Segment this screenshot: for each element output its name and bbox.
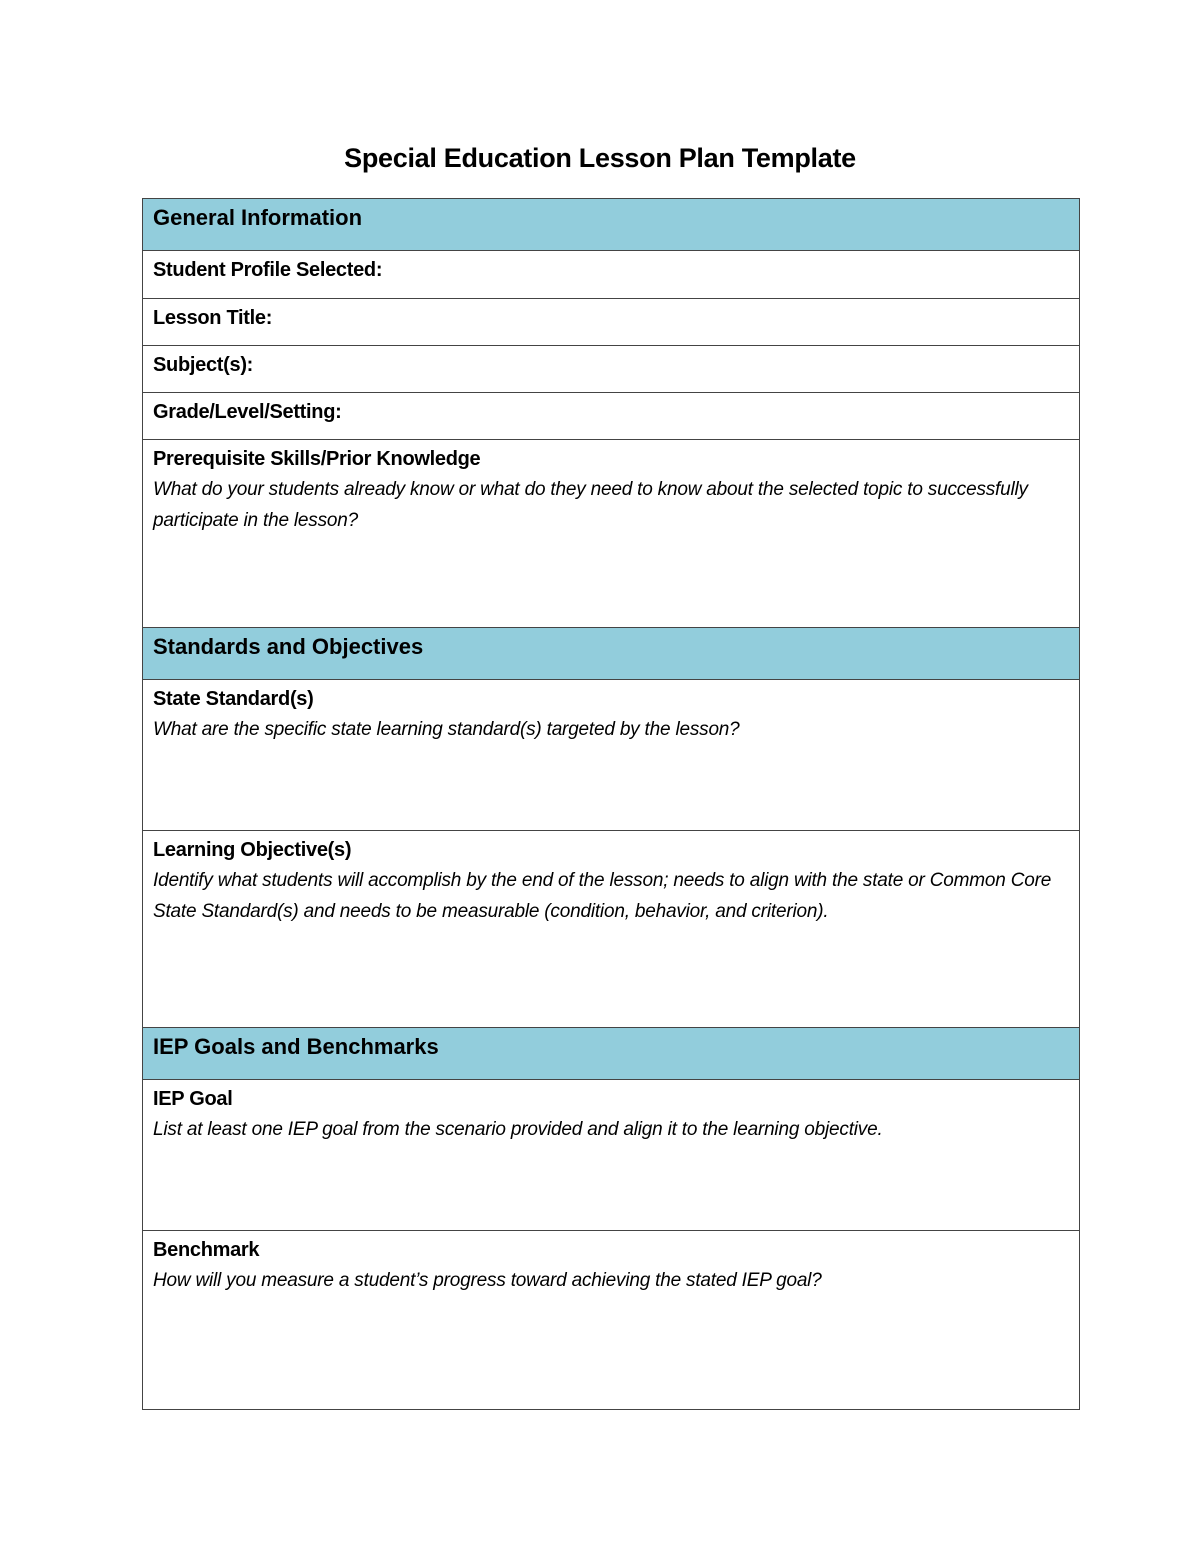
field-label: Benchmark xyxy=(153,1239,260,1261)
field-label: Prerequisite Skills/Prior Knowledge xyxy=(153,448,481,470)
field-description: What do your students already know or what do they need to know about the selected topic to successfully participate in the lesson? xyxy=(153,479,1028,531)
field-label: Grade/Level/Setting: xyxy=(153,401,342,423)
field-label: Learning Objective(s) xyxy=(153,839,352,861)
section-header-general-information: General Information xyxy=(143,199,1079,251)
field-learning-objectives[interactable] xyxy=(143,831,1079,1028)
field-iep-goal[interactable] xyxy=(143,1080,1079,1231)
field-description: What are the specific state learning standard(s) targeted by the lesson? xyxy=(153,719,740,740)
page-title: Special Education Lesson Plan Template xyxy=(344,143,856,173)
field-label: IEP Goal xyxy=(153,1088,233,1110)
field-label: Student Profile Selected: xyxy=(153,259,383,281)
field-benchmark[interactable] xyxy=(143,1231,1079,1409)
field-description: List at least one IEP goal from the scenario provided and align it to the learning objective. xyxy=(153,1119,883,1140)
field-subjects[interactable] xyxy=(143,346,1079,393)
field-label: Lesson Title: xyxy=(153,307,273,329)
field-prerequisite-skills[interactable] xyxy=(143,440,1079,628)
field-label: Subject(s): xyxy=(153,354,254,376)
section-header-iep-goals: IEP Goals and Benchmarks xyxy=(143,1028,1079,1080)
field-lesson-title[interactable] xyxy=(143,299,1079,346)
field-description: How will you measure a student’s progress toward achieving the stated IEP goal? xyxy=(153,1270,822,1291)
section-header-standards-objectives: Standards and Objectives xyxy=(143,628,1079,680)
field-description: Identify what students will accomplish by the end of the lesson; needs to align with the state or Common Core State Standard(s) and needs to be measurable (condition, behavior, and criterion). xyxy=(153,870,1052,922)
field-grade-level-setting[interactable] xyxy=(143,393,1079,440)
lesson-plan-table xyxy=(142,198,1080,1410)
field-label: State Standard(s) xyxy=(153,688,314,710)
field-state-standards[interactable] xyxy=(143,680,1079,831)
field-student-profile[interactable] xyxy=(143,251,1079,299)
